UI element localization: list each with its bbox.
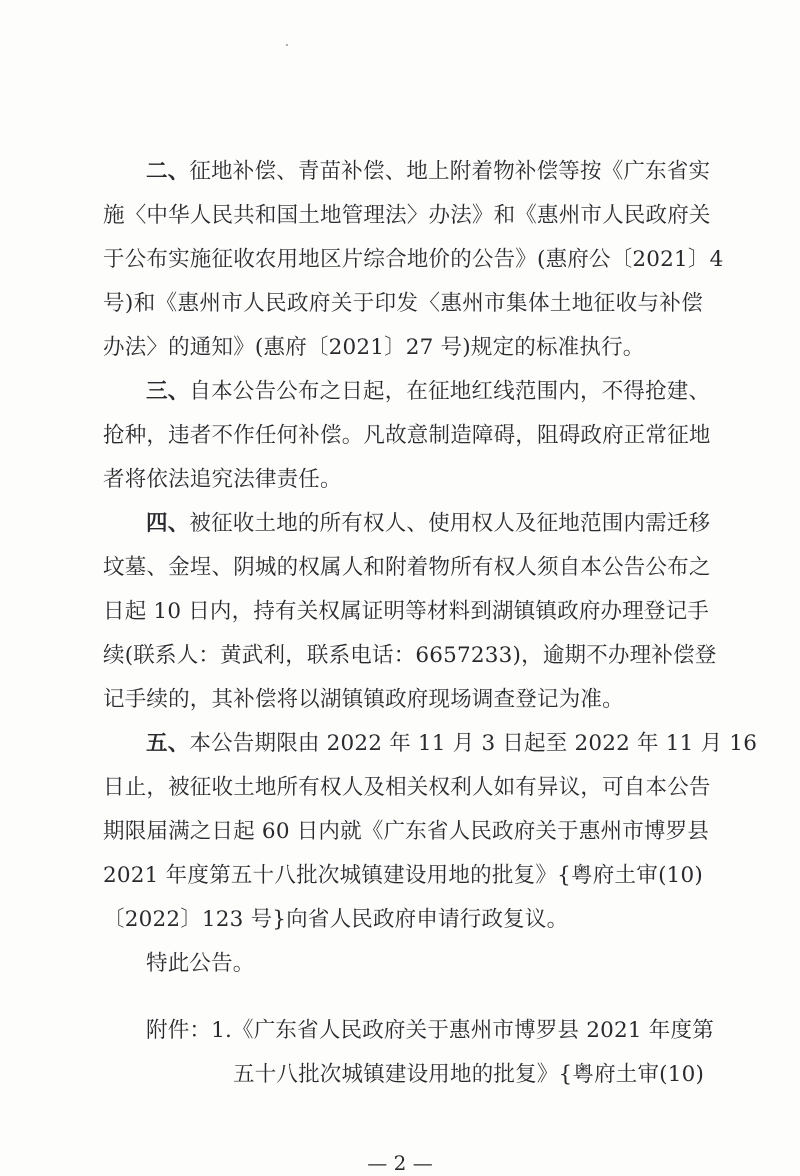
section-5-heading: 五、 [146, 731, 190, 756]
section-3-text-1: 自本公告公布之日起，在征地红线范围内，不得抢建、 [189, 379, 711, 404]
section-3-heading: 三、 [146, 379, 190, 404]
attachment-line-1 [146, 1016, 714, 1046]
section-4-line-1 [146, 509, 711, 539]
section-3-line-1 [146, 377, 711, 407]
section-4-line-4: 续(联系人：黄武利，联系电话：6657233)，逾期不办理补偿登 [103, 643, 717, 668]
section-5-text-1: 本公告期限由 2022 年 11 月 3 日起至 2022 年 11 月 16 [189, 731, 758, 756]
section-2-heading: 二、 [146, 159, 190, 184]
attachment-item-1: 1.《广东省人民政府关于惠州市博罗县 2021 年度第 [211, 1018, 714, 1043]
section-4-line-3: 日起 10 日内，持有关权属证明等材料到湖镇镇政府办理登记手 [103, 599, 710, 624]
section-4-line-5: 记手续的，其补偿将以湖镇镇政府现场调查登记为准。 [103, 687, 624, 712]
attachment-label: 附件： [146, 1018, 212, 1043]
section-2-line-4: 号)和《惠州市人民政府关于印发〈惠州市集体土地征收与补偿 [103, 291, 703, 316]
section-5-line-5: 〔2022〕123 号}向省人民政府申请行政复议。 [103, 907, 569, 932]
section-2-line-2: 施〈中华人民共和国土地管理法〉办法》和《惠州市人民政府关 [103, 203, 711, 228]
section-2-text-1: 征地补偿、青苗补偿、地上附着物补偿等按《广东省实 [189, 159, 711, 184]
section-5-line-3: 期限届满之日起 60 日内就《广东省人民政府关于惠州市博罗县 [103, 819, 710, 844]
section-4-text-1: 被征收土地的所有权人、使用权人及征地范围内需迁移 [189, 511, 711, 536]
attachment-line-2: 五十八批次城镇建设用地的批复》{粤府土审(10) [233, 1062, 705, 1087]
closing-statement: 特此公告。 [146, 951, 255, 976]
page-number: — 2 — [367, 1151, 433, 1175]
section-4-line-2: 坟墓、金埕、阴城的权属人和附着物所有权人须自本公告公布之 [103, 555, 711, 580]
section-2-line-3: 于公布实施征收农用地区片综合地价的公告》(惠府公〔2021〕4 [103, 247, 724, 272]
section-4-heading: 四、 [146, 511, 190, 536]
section-2-line-1 [146, 157, 711, 187]
scan-speck [286, 44, 288, 46]
section-2-line-5: 办法〉的通知》(惠府〔2021〕27 号)规定的标准执行。 [103, 335, 645, 360]
section-5-line-2: 日止，被征收土地所有权人及相关权利人如有异议，可自本公告 [103, 775, 711, 800]
section-3-line-2: 抢种，违者不作任何补偿。凡故意制造障碍，阻碍政府正常征地 [103, 423, 711, 448]
section-3-line-3: 者将依法追究法律责任。 [103, 467, 342, 492]
section-5-line-1 [146, 729, 758, 759]
section-5-line-4: 2021 年度第五十八批次城镇建设用地的批复》{粤府土审(10) [103, 863, 703, 888]
